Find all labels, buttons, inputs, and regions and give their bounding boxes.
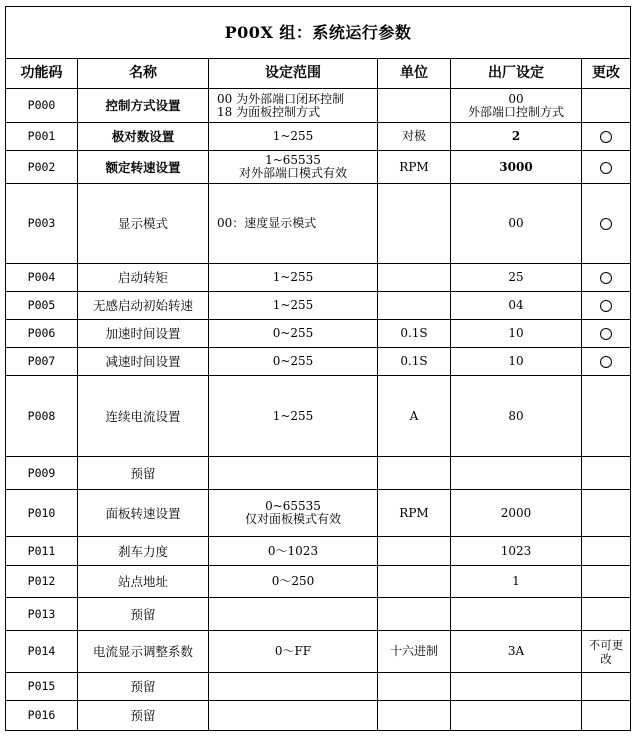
param-code: P008: [6, 376, 78, 457]
param-factory-default: [451, 376, 582, 457]
header-range: 设定范围: [209, 59, 378, 89]
param-range: [209, 151, 378, 184]
circle-icon: [600, 162, 612, 174]
param-factory-line: 2: [511, 129, 521, 143]
param-code: P016: [6, 701, 78, 731]
param-name: 站点地址: [78, 566, 209, 598]
param-name: 电流显示调整系数: [78, 631, 209, 673]
param-factory-line: 外部端口控制方式: [467, 104, 564, 119]
parameter-table: [5, 6, 631, 731]
param-factory-default: [451, 598, 582, 631]
param-range: [209, 184, 378, 264]
param-name: 减速时间设置: [78, 348, 209, 376]
param-unit: [378, 537, 451, 566]
param-name: 连续电流设置: [78, 376, 209, 457]
table-row: [6, 701, 631, 731]
param-range: [209, 264, 378, 292]
table-title: P00X 组：系统运行参数: [6, 7, 631, 59]
param-unit: 十六进制: [378, 631, 451, 673]
param-factory-default: [451, 264, 582, 292]
param-code: P003: [6, 184, 78, 264]
param-unit: [378, 566, 451, 598]
header-factory: 出厂设定: [451, 59, 582, 89]
param-factory-default: [451, 292, 582, 320]
table-row: [6, 184, 631, 264]
table-row: [6, 376, 631, 457]
param-unit: RPM: [378, 490, 451, 537]
header-code: 功能码: [6, 59, 78, 89]
param-factory-default: [451, 631, 582, 673]
param-name: 额定转速设置: [78, 151, 209, 184]
param-range-line: 0～250: [271, 574, 315, 588]
param-range-line: 对外部端口模式有效: [238, 166, 347, 180]
param-range: [209, 701, 378, 731]
param-unit: [378, 264, 451, 292]
param-unit: [378, 673, 451, 701]
param-factory-default: [451, 151, 582, 184]
param-changeable: [582, 566, 631, 598]
param-changeable: [582, 89, 631, 123]
circle-icon: [600, 356, 612, 368]
param-factory-line: 80: [508, 408, 524, 423]
param-unit: 0.1S: [378, 320, 451, 348]
param-code: P000: [6, 89, 78, 123]
param-range: [209, 490, 378, 537]
param-changeable: [582, 490, 631, 537]
param-code: P007: [6, 348, 78, 376]
param-factory-default: [451, 348, 582, 376]
param-range-line: 1~255: [272, 129, 314, 143]
param-factory-line: 25: [508, 270, 524, 284]
param-name: 控制方式设置: [78, 89, 209, 123]
param-code: P011: [6, 537, 78, 566]
param-unit: [378, 457, 451, 490]
table-row: [6, 348, 631, 376]
param-name: 预留: [78, 673, 209, 701]
param-code: P004: [6, 264, 78, 292]
param-range-line: 0～FF: [274, 644, 312, 658]
param-unit: [378, 89, 451, 123]
param-range-line: 1~255: [272, 298, 314, 312]
table-row: [6, 320, 631, 348]
param-range-line: 0~255: [272, 326, 314, 340]
param-range: [209, 376, 378, 457]
param-name: 面板转速设置: [78, 490, 209, 537]
param-range-line: 1~65535: [265, 153, 321, 167]
param-name: 刹车力度: [78, 537, 209, 566]
param-changeable: [582, 457, 631, 490]
param-factory-default: [451, 89, 582, 123]
param-code: P006: [6, 320, 78, 348]
param-factory-default: [451, 490, 582, 537]
param-name: 预留: [78, 701, 209, 731]
param-changeable: [582, 184, 631, 264]
param-factory-default: [451, 184, 582, 264]
table-row: [6, 123, 631, 151]
param-factory-line: 1: [512, 574, 520, 588]
param-factory-default: [451, 320, 582, 348]
header-change: 更改: [582, 59, 631, 89]
param-changeable: [582, 264, 631, 292]
param-unit: [378, 598, 451, 631]
param-unit: 对极: [378, 123, 451, 151]
param-name: 无感启动初始转速: [78, 292, 209, 320]
param-changeable: [582, 320, 631, 348]
table-row: [6, 631, 631, 673]
param-range: [209, 457, 378, 490]
param-range: [209, 566, 378, 598]
circle-icon: [600, 328, 612, 340]
header-row: [6, 59, 631, 89]
param-range: [209, 320, 378, 348]
param-code: P002: [6, 151, 78, 184]
param-factory-line: 2000: [500, 505, 532, 520]
table-row: [6, 457, 631, 490]
param-unit: A: [378, 376, 451, 457]
param-range-line: 0~255: [272, 354, 314, 368]
param-unit: 0.1S: [378, 348, 451, 376]
param-unit: [378, 292, 451, 320]
param-name: 预留: [78, 457, 209, 490]
table-row: [6, 566, 631, 598]
circle-icon: [600, 300, 612, 312]
param-code: P001: [6, 123, 78, 151]
param-name: 加速时间设置: [78, 320, 209, 348]
param-factory-line: 00: [508, 216, 524, 230]
param-range: [209, 537, 378, 566]
param-range-line: 1~255: [272, 408, 314, 423]
table-row: [6, 292, 631, 320]
circle-icon: [600, 131, 612, 143]
param-name: 显示模式: [78, 184, 209, 264]
param-code: P014: [6, 631, 78, 673]
param-range-line: 0～1023: [267, 543, 319, 558]
table-body: [6, 89, 631, 731]
param-range: [209, 348, 378, 376]
param-unit: [378, 184, 451, 264]
table-row: [6, 151, 631, 184]
param-unit: [378, 701, 451, 731]
circle-icon: [600, 272, 612, 284]
table-row: [6, 673, 631, 701]
param-range: [209, 598, 378, 631]
table-row: [6, 264, 631, 292]
param-code: P015: [6, 673, 78, 701]
param-range: [209, 631, 378, 673]
param-range-line: 00：速度显示模式: [217, 216, 317, 230]
param-code: P013: [6, 598, 78, 631]
param-changeable: [582, 123, 631, 151]
param-changeable: [582, 376, 631, 457]
param-factory-line: 10: [508, 326, 524, 340]
header-name: 名称: [78, 59, 209, 89]
param-factory-default: [451, 537, 582, 566]
param-code: P005: [6, 292, 78, 320]
param-range-line: 18 为面板控制方式: [217, 104, 321, 119]
param-factory-line: 1023: [500, 543, 532, 558]
param-factory-default: [451, 123, 582, 151]
circle-icon: [600, 218, 612, 230]
param-factory-line: 10: [508, 354, 524, 368]
param-range: [209, 89, 378, 123]
param-factory-line: 04: [508, 298, 524, 312]
param-factory-default: [451, 566, 582, 598]
param-factory-line: 00: [508, 91, 524, 106]
param-range-line: 1~255: [272, 270, 314, 284]
param-changeable: [582, 537, 631, 566]
param-range: [209, 292, 378, 320]
param-name: 预留: [78, 598, 209, 631]
param-factory-default: [451, 701, 582, 731]
param-factory-default: [451, 457, 582, 490]
param-code: P012: [6, 566, 78, 598]
param-changeable: [582, 292, 631, 320]
table-row: [6, 89, 631, 123]
param-changeable: [582, 673, 631, 701]
param-name: 极对数设置: [78, 123, 209, 151]
param-changeable: [582, 151, 631, 184]
param-range-line: 仅对面板模式有效: [244, 512, 341, 526]
param-range: [209, 123, 378, 151]
param-range: [209, 673, 378, 701]
param-factory-line: 3A: [507, 644, 525, 658]
param-code: P009: [6, 457, 78, 490]
table-row: [6, 598, 631, 631]
param-range-line: 0~65535: [265, 499, 321, 513]
table-row: [6, 490, 631, 537]
param-unit: RPM: [378, 151, 451, 184]
param-factory-default: [451, 673, 582, 701]
param-factory-line: 3000: [499, 159, 533, 174]
param-changeable: 不可更改: [582, 631, 631, 673]
header-unit: 单位: [378, 59, 451, 89]
param-changeable: [582, 348, 631, 376]
param-code: P010: [6, 490, 78, 537]
param-name: 启动转矩: [78, 264, 209, 292]
param-range-line: 00 为外部端口闭环控制: [217, 91, 345, 106]
table-row: [6, 537, 631, 566]
param-changeable: [582, 598, 631, 631]
param-changeable: [582, 701, 631, 731]
